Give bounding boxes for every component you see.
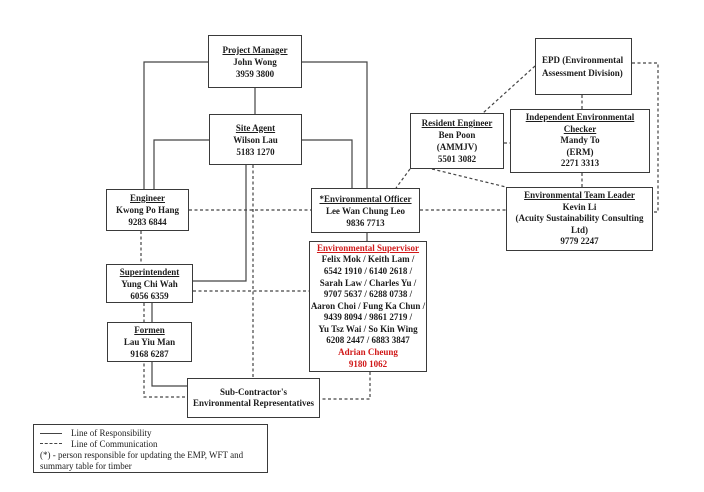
node-title: Formen xyxy=(134,325,165,335)
staff-line: Aaron Choi / Fung Ka Chun / xyxy=(310,300,426,311)
dashed-line-swatch xyxy=(40,443,62,444)
company-name: Ltd) xyxy=(570,224,588,235)
node-subcontractor-representatives xyxy=(187,378,320,418)
staff-line: Yu Tsz Wai / So Kin Wing xyxy=(318,323,418,334)
connector-dashed xyxy=(432,169,506,187)
connector-solid xyxy=(152,362,187,386)
node-title: Superintendent xyxy=(119,266,180,277)
node-project-manager xyxy=(208,35,302,88)
connector-solid xyxy=(302,140,352,188)
node-site-agent xyxy=(209,114,302,165)
node-superintendent xyxy=(106,264,193,303)
node-title: Engineer xyxy=(130,193,165,203)
phone-number: 2271 3313 xyxy=(560,158,600,169)
staff-line: Sarah Law / Charles Yu / xyxy=(319,277,417,288)
person-name: Lee Wan Chung Leo xyxy=(325,205,406,216)
connector-dashed xyxy=(320,372,370,399)
phone-number: 9283 6844 xyxy=(128,217,167,227)
connector-solid xyxy=(302,62,367,188)
connector-solid xyxy=(193,165,246,281)
person-name: Adrian Cheung xyxy=(338,347,398,358)
node-label: Assessment Division) xyxy=(542,67,623,78)
company-name: (AMMJV) xyxy=(436,142,478,152)
node-title: *Environmental Officer xyxy=(319,193,412,204)
legend xyxy=(33,424,268,473)
node-title: Site Agent xyxy=(235,122,276,133)
node-formen xyxy=(107,322,192,362)
connector-dashed xyxy=(396,169,410,188)
node-title: Project Manager xyxy=(222,44,288,55)
staff-line: 6208 2447 / 6883 3847 xyxy=(326,335,410,346)
legend-row-communication xyxy=(40,439,262,450)
person-name: Kevin Li xyxy=(562,201,597,212)
node-label: Sub-Contractor's xyxy=(220,386,287,397)
node-epd xyxy=(535,38,632,95)
staff-line: 6542 1910 / 6140 2618 / xyxy=(323,265,413,276)
node-title: Independent Environmental xyxy=(525,112,635,123)
person-name: Wilson Lau xyxy=(233,134,278,145)
company-name: (ERM) xyxy=(566,146,594,157)
node-title: Environmental Team Leader xyxy=(524,190,635,201)
legend-note: (*) - person responsible for updating the EMP, WFT and summary table for timber xyxy=(40,450,244,471)
phone-number: 5183 1270 xyxy=(236,146,275,157)
person-name: Kwong Po Hang xyxy=(115,205,179,215)
node-resident-engineer xyxy=(410,113,504,169)
phone-number: 9180 1062 xyxy=(348,358,388,369)
staff-line: 9707 5637 / 6288 0738 / xyxy=(323,289,413,300)
phone-number: 9168 6287 xyxy=(130,349,169,359)
node-independent-environmental-checker xyxy=(510,109,650,173)
node-environmental-supervisor xyxy=(309,241,427,372)
legend-label: Line of Communication xyxy=(71,438,158,449)
node-engineer xyxy=(106,189,189,231)
node-environmental-team-leader xyxy=(506,187,653,251)
phone-number: 6056 6359 xyxy=(130,290,169,301)
node-title: Resident Engineer xyxy=(421,118,493,128)
solid-line-swatch xyxy=(40,433,62,434)
phone-number: 3959 3800 xyxy=(235,68,275,79)
person-name: Ben Poon xyxy=(438,130,476,140)
person-name: Yung Chi Wah xyxy=(121,278,178,289)
node-title: Environmental Supervisor xyxy=(316,242,420,253)
phone-number: 9836 7713 xyxy=(346,217,385,228)
person-name: John Wong xyxy=(233,56,277,67)
legend-label: Line of Responsibility xyxy=(71,428,152,438)
phone-number: 5501 3082 xyxy=(437,154,477,164)
person-name: Lau Yiu Man xyxy=(123,337,176,347)
staff-line: 9439 8094 / 9861 2719 / xyxy=(323,312,413,323)
legend-row-responsibility xyxy=(40,428,262,439)
node-title: Checker xyxy=(563,123,597,134)
company-name: (Acuity Sustainability Consulting xyxy=(515,213,644,224)
node-label: Environmental Representatives xyxy=(193,398,314,408)
node-label: EPD (Environmental xyxy=(542,54,624,65)
phone-number: 9779 2247 xyxy=(560,236,599,247)
node-environmental-officer xyxy=(311,188,420,233)
connector-dashed xyxy=(483,66,535,113)
connector-solid xyxy=(154,140,209,189)
person-name: Mandy To xyxy=(560,135,600,146)
staff-line: Felix Mok / Keith Lam / xyxy=(321,254,415,265)
